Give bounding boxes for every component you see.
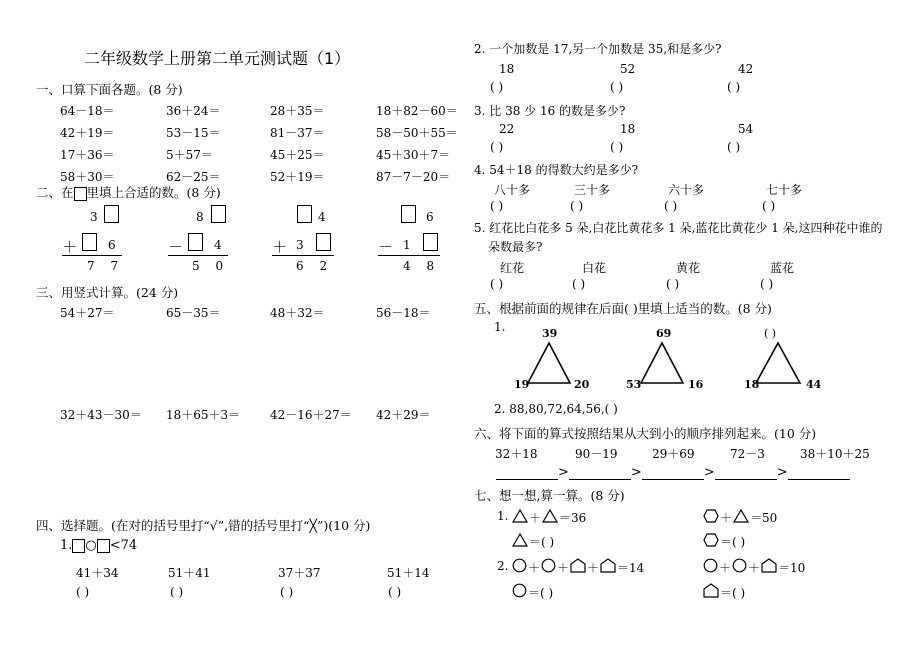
circle-icon: [541, 558, 556, 573]
answer-paren[interactable]: ( ): [762, 199, 776, 213]
triangle-icon: [512, 509, 528, 523]
option: 六十多: [668, 183, 705, 197]
top-digit: 8: [196, 210, 204, 224]
triangle-right-number: 44: [806, 378, 822, 391]
mental-math-item: 45＋25＝: [270, 148, 325, 162]
answer-blank[interactable]: [496, 467, 558, 480]
minus-operator: －: [378, 238, 394, 256]
choice-option: 51＋14: [387, 566, 430, 580]
vertical-calc-item: 56－18＝: [376, 306, 431, 320]
plus-operator: ＋: [62, 238, 78, 256]
right-q4-text: 4. 54＋18 的得数大约是多少?: [474, 163, 639, 177]
s7-q1-number: 1.: [497, 509, 509, 523]
plus-operator: ＋: [272, 238, 288, 256]
mental-math-item: 36＋24＝: [166, 104, 221, 118]
equation-result: ＝10: [778, 561, 806, 575]
vertical-calc-item: 18＋65＋3＝: [166, 408, 241, 422]
plus-sign: ＋: [748, 561, 761, 575]
option: 三十多: [574, 183, 611, 197]
expression: 72－3: [730, 447, 765, 461]
option: 八十多: [494, 183, 531, 197]
pentagon-icon: [761, 558, 777, 573]
circle-icon: [703, 558, 718, 573]
answer-paren[interactable]: ( ): [666, 277, 680, 291]
triangle-icon: [512, 533, 528, 547]
section-3-heading: 三、用竖式计算。(24 分): [36, 285, 179, 300]
right-q3-text: 3. 比 38 少 16 的数是多少?: [474, 104, 626, 118]
mental-math-item: 28＋35＝: [270, 104, 325, 118]
expression: 90－19: [575, 447, 618, 461]
greater-than: >: [776, 465, 788, 480]
section-6-heading: 六、将下面的算式按照结果从大到小的顺序排列起来。(10 分): [474, 426, 817, 441]
greater-than: >: [558, 465, 569, 480]
answer-paren[interactable]: ( ): [490, 199, 504, 213]
option: 54: [738, 122, 754, 136]
vertical-calc-item: 48＋32＝: [270, 306, 325, 320]
section-1-heading: 一、口算下面各题。(8 分): [36, 82, 183, 97]
answer-paren[interactable]: ( ): [610, 140, 624, 154]
triangle-top-number: 69: [656, 327, 672, 340]
q1-number: 1.: [60, 538, 73, 553]
answer-blank[interactable]: [715, 467, 777, 480]
bottom-digit: 1: [403, 238, 411, 252]
greater-than: >: [630, 465, 642, 480]
result-digits: 5 0: [192, 259, 230, 273]
mental-math-item: 62－25＝: [166, 170, 221, 184]
triangle-left-number: 53: [626, 378, 642, 391]
hexagon-icon: [703, 533, 719, 547]
q1-tail: <74: [109, 538, 138, 553]
result-digits: 6 2: [296, 259, 334, 273]
option: 42: [738, 62, 754, 76]
answer-paren[interactable]: ＝( ): [720, 586, 746, 600]
mental-math-item: 18＋82－60＝: [376, 104, 458, 118]
mental-math-item: 45＋30＋7＝: [376, 148, 451, 162]
triangle-left-number: 19: [514, 378, 530, 391]
answer-blank[interactable]: [569, 467, 631, 480]
answer-paren[interactable]: ( ): [727, 140, 741, 154]
plus-sign: ＋: [720, 511, 733, 525]
answer-paren[interactable]: ( ): [388, 585, 402, 599]
top-digit: 3: [90, 210, 98, 224]
s7-q2-number: 2.: [497, 559, 509, 573]
triangle-icon: [528, 343, 570, 383]
plus-sign: ＋: [587, 561, 600, 575]
page-title: 二年级数学上册第二单元测试题（1）: [84, 49, 351, 68]
answer-paren[interactable]: ( ): [490, 80, 504, 94]
section-7-heading: 七、想一想,算一算。(8 分): [474, 488, 625, 503]
triangle-left-number: 18: [744, 378, 760, 391]
right-q5-line1: 5. 红花比白花多 5 朵,白花比黄花多 1 朵,蓝花比黄花少 1 朵,这四种花中谁的: [474, 221, 883, 235]
choice-option: 37＋37: [278, 566, 321, 580]
answer-blank[interactable]: [788, 467, 850, 480]
answer-blank[interactable]: [642, 467, 704, 480]
greater-than: >: [703, 465, 715, 480]
answer-paren[interactable]: ( ): [570, 199, 584, 213]
answer-paren[interactable]: ( ): [572, 277, 586, 291]
answer-paren[interactable]: ( ): [170, 585, 184, 599]
option: 蓝花: [770, 261, 795, 275]
triangle-icon: [641, 343, 683, 383]
mental-math-item: 64－18＝: [60, 104, 115, 118]
mental-math-item: 17＋36＝: [60, 148, 115, 162]
vertical-calc-item: 42－16＋27＝: [270, 408, 352, 422]
answer-paren[interactable]: ( ): [280, 585, 294, 599]
vertical-calc-item: 42＋29＝: [376, 408, 431, 422]
mental-math-item: 87－7－20＝: [376, 170, 451, 184]
result-digits: 4 8: [403, 259, 441, 273]
equation-result: ＝50: [750, 511, 778, 525]
mental-math-item: 53－15＝: [166, 126, 221, 140]
circle-icon: [732, 558, 747, 573]
minus-operator: －: [168, 238, 184, 256]
top-digit: 6: [426, 210, 434, 224]
equation-result: ＝14: [617, 561, 645, 575]
top-digit: 4: [318, 210, 326, 224]
pentagon-icon: [600, 558, 616, 573]
vertical-calc-item: 32＋43－30＝: [60, 408, 142, 422]
triangle-icon: [733, 509, 749, 523]
mental-math-item: 42＋19＝: [60, 126, 115, 140]
mental-math-item: 58＋30＝: [60, 170, 115, 184]
choice-option: 51＋41: [168, 566, 211, 580]
bottom-digit: 6: [108, 238, 116, 252]
triangle-top-number: 39: [542, 327, 558, 340]
mental-math-item: 52＋19＝: [270, 170, 325, 184]
answer-paren[interactable]: ＝( ): [529, 535, 555, 549]
option: 18: [499, 62, 515, 76]
s5-sub2-sequence: 2. 88,80,72,64,56,( ): [494, 402, 618, 416]
option: 18: [620, 122, 636, 136]
expression: 29＋69: [652, 447, 695, 461]
right-q2-text: 2. 一个加数是 17,另一个加数是 35,和是多少?: [474, 42, 722, 56]
answer-paren[interactable]: ＝( ): [720, 535, 746, 549]
circle-icon: [512, 583, 527, 598]
mental-math-item: 5＋57＝: [166, 148, 213, 162]
answer-paren[interactable]: ( ): [76, 585, 90, 599]
option: 白花: [582, 261, 607, 275]
bottom-digit: 4: [214, 238, 222, 252]
answer-paren[interactable]: ( ): [610, 80, 624, 94]
choice-option: 41＋34: [76, 566, 119, 580]
answer-paren[interactable]: ( ): [760, 277, 774, 291]
option: 黄花: [676, 261, 701, 275]
bottom-digit: 3: [296, 238, 304, 252]
plus-sign: ＋: [529, 511, 542, 525]
answer-paren[interactable]: ( ): [490, 140, 504, 154]
right-q5-line2: 朵数最多?: [488, 240, 543, 254]
option: 七十多: [766, 183, 803, 197]
pentagon-icon: [570, 558, 586, 573]
vertical-calc-item: 54＋27＝: [60, 306, 115, 320]
circle-icon: ○: [85, 538, 97, 553]
expression: 32＋18: [495, 447, 538, 461]
circle-icon: [512, 558, 527, 573]
hexagon-icon: [703, 509, 719, 523]
triangle-icon: [756, 343, 800, 383]
s5-sub1-number: 1.: [494, 320, 506, 334]
expression: 38＋10＋25: [800, 447, 870, 461]
option: 红花: [500, 261, 525, 275]
mental-math-item: 58－50＋55＝: [376, 126, 458, 140]
section-5-heading: 五、根据前面的规律在后面( )里填上适当的数。(8 分): [474, 301, 772, 316]
result-digits: 7 7: [87, 259, 125, 273]
ordering-row: [496, 465, 850, 480]
answer-paren[interactable]: ( ): [490, 277, 504, 291]
triangle-top-answer[interactable]: ( ): [764, 327, 777, 340]
plus-sign: ＋: [557, 561, 570, 575]
vertical-calc-item: 65－35＝: [166, 306, 221, 320]
equation-result: ＝36: [559, 511, 587, 525]
option: 22: [499, 122, 515, 136]
section-2-heading-post: 里填上合适的数。(8 分): [86, 185, 221, 200]
triangle-icon: [542, 509, 558, 523]
triangle-right-number: 20: [574, 378, 590, 391]
triangle-right-number: 16: [688, 378, 704, 391]
plus-sign: ＋: [719, 561, 732, 575]
pentagon-icon: [703, 583, 719, 598]
plus-sign: ＋: [528, 561, 541, 575]
answer-paren[interactable]: ( ): [664, 199, 678, 213]
option: 52: [620, 62, 636, 76]
section-2-heading-pre: 二、在: [36, 185, 74, 200]
section-4-heading: 四、选择题。(在对的括号里打“√”,错的括号里打“╳”)(10 分): [36, 518, 371, 533]
answer-paren[interactable]: ( ): [727, 80, 741, 94]
answer-paren[interactable]: ＝( ): [528, 586, 554, 600]
mental-math-item: 81－37＝: [270, 126, 325, 140]
